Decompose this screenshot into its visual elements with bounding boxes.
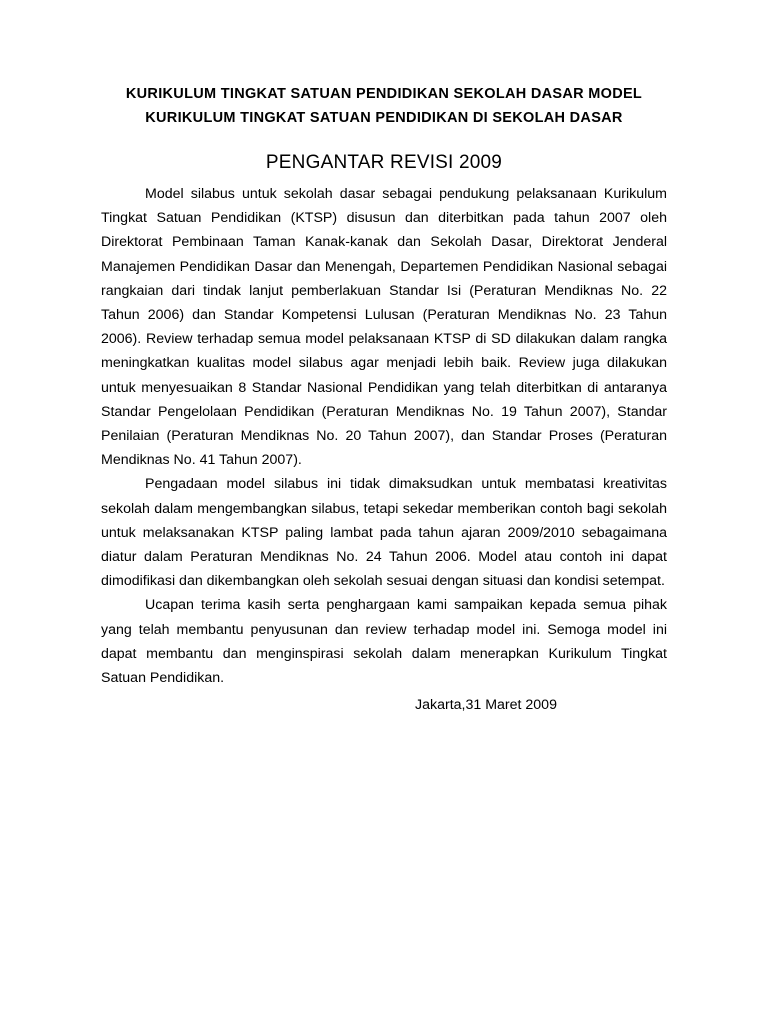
section-heading: PENGANTAR REVISI 2009: [265, 152, 503, 173]
body-text: [101, 182, 667, 690]
paragraph-1: Model silabus untuk sekolah dasar sebagai pendukung pelaksanaan Kurikulum Tingkat Satuan Pendidikan (KTSP) disusun dan diterbitkan pada tahun 2007 oleh Direktorat Pembinaan Taman Kanak-kanak dan Sekolah Dasar, Direktorat Jenderal Manajemen Pendidikan Dasar dan Menengah, Departemen Pendidikan Nasional sebagai rangkaian dari tindak lanjut pemberlakuan Standar Isi (Peraturan Mendiknas No. 22 Tahun 2006) dan Standar Kompetensi Lulusan (Peraturan Mendiknas No. 23 Tahun 2006). Review terhadap semua model pelaksanaan KTSP di SD dilakukan dalam rangka meningkatkan kualitas model silabus agar menjadi lebih baik. Review juga dilakukan untuk menyesuaikan 8 Standar Nasional Pendidikan yang telah diterbitkan di antaranya Standar Pengelolaan Pendidikan (Peraturan Mendiknas No. 19 Tahun 2007), Standar Penilaian (Peraturan Mendiknas No. 20 Tahun 2007), dan Standar Proses (Peraturan Mendiknas No. 41 Tahun 2007).: [101, 186, 667, 469]
document-title-line-2: KURIKULUM TINGKAT SATUAN PENDIDIKAN DI SEKOLAH DASAR: [145, 110, 623, 126]
paragraph-3: Ucapan terima kasih serta penghargaan kami sampaikan kepada semua pihak yang telah membantu penyusunan dan review terhadap model ini. Semoga model ini dapat membantu dan menginspirasi sekolah dalam menerapkan Kurikulum Tingkat Satuan Pendidikan.: [101, 597, 667, 687]
paragraph-2: Pengadaan model silabus ini tidak dimaksudkan untuk membatasi kreativitas sekolah dalam mengembangkan silabus, tetapi sekedar memberikan contoh bagi sekolah untuk melaksanakan KTSP paling lambat pada tahun ajaran 2009/2010 sebagaimana diatur dalam Peraturan Mendiknas No. 24 Tahun 2006. Model atau contoh ini dapat dimodifikasi dan dikembangkan oleh sekolah sesuai dengan situasi dan kondisi setempat.: [101, 476, 667, 590]
document-title-line-1: KURIKULUM TINGKAT SATUAN PENDIDIKAN SEKOLAH DASAR MODEL: [125, 86, 643, 102]
place-and-date: Jakarta,31 Maret 2009: [415, 697, 557, 713]
